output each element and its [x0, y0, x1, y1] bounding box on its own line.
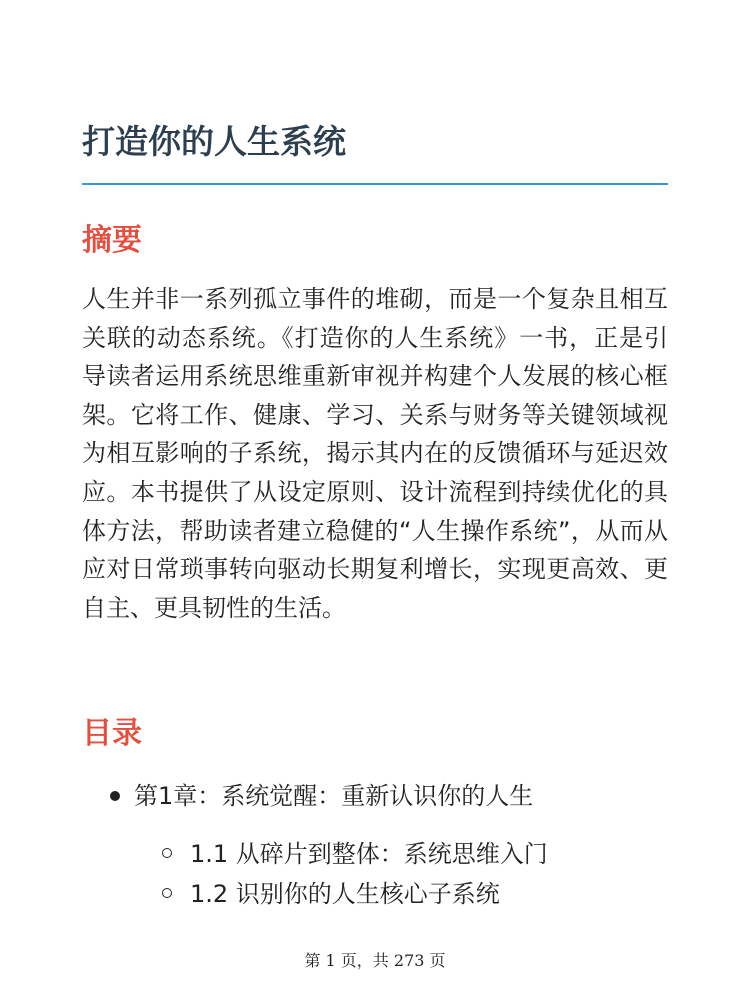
- toc-section-1-2: [134, 874, 668, 914]
- toc-chapter-label: 第1章：系统觉醒：重新认识你的人生: [134, 782, 534, 810]
- bullet-circle-icon: [162, 848, 172, 858]
- bullet-disc-icon: [110, 791, 120, 801]
- bullet-circle-icon: [162, 888, 172, 898]
- abstract-paragraph: 人生并非一系列孤立事件的堆砌，而是一个复杂且相互关联的动态系统。《打造你的人生系统》一书，正是引导读者运用系统思维重新审视并构建个人发展的核心框架。它将工作、健康、学习、关系与财务等关键领域视为相互影响的子系统，揭示其内在的反馈循环与延迟效应。本书提供了从设定原则、设计流程到持续优化的具体方法，帮助读者建立稳健的“人生操作系统”，从而从应对日常琐事转向驱动长期复利增长，实现更高效、更自主、更具韧性的生活。: [82, 285, 668, 622]
- title-divider: [82, 183, 668, 185]
- page-number-footer: 第 1 页，共 273 页: [304, 951, 446, 970]
- abstract-heading: 摘要: [82, 223, 142, 258]
- toc-heading: 目录: [82, 716, 142, 751]
- toc-section-label: 1.2 识别你的人生核心子系统: [190, 880, 500, 908]
- toc-sublist: [134, 834, 668, 914]
- toc-section-label: 1.1 从碎片到整体：系统思维入门: [190, 840, 548, 868]
- document-title: 打造你的人生系统: [82, 122, 346, 161]
- toc-chapter-1: [82, 776, 668, 914]
- toc-section-1-1: [134, 834, 668, 874]
- toc-list: [82, 776, 668, 914]
